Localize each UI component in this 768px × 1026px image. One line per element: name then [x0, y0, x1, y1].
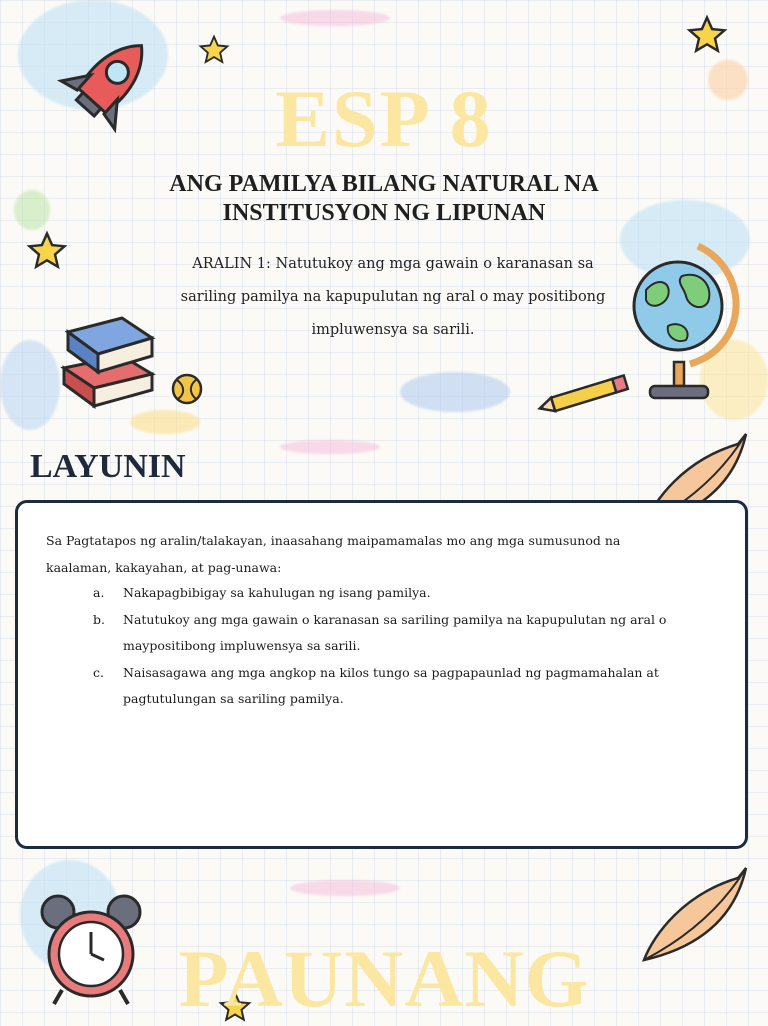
objective-item	[46, 607, 726, 660]
books-icon	[56, 308, 160, 414]
watercolor-splash	[280, 440, 380, 454]
lesson-title-line: ANG PAMILYA BILANG NATURAL NA	[169, 171, 599, 197]
star-icon	[26, 230, 68, 272]
aralin-description: ARALIN 1: Natutukoy ang mga gawain o karanasan sa sariling pamilya na kapupulutan ng aral o may positibong impluwensya sa sarili.	[180, 256, 606, 338]
watercolor-splash	[14, 190, 50, 230]
objectives-intro: Sa Pagtatapos ng aralin/talakayan, inaasahang maipamamalas mo ang mga sumusunod na kaalaman, kakayahan, at pag-unawa:	[46, 533, 621, 575]
watercolor-splash	[290, 880, 400, 896]
objective-text: Nakapagbibigay sa kahulugan ng isang pamilya.	[123, 585, 431, 600]
objective-marker: a.	[93, 585, 105, 600]
objectives-list	[46, 580, 726, 713]
objective-item	[46, 580, 726, 607]
watercolor-splash	[0, 340, 60, 430]
watercolor-splash	[400, 372, 510, 412]
section-divider	[0, 432, 768, 433]
pencil-icon	[536, 374, 632, 418]
tennis-ball-icon	[170, 372, 204, 406]
subject-title: ESP 8	[275, 73, 493, 164]
paunang-heading: PAUNANG	[178, 933, 590, 1024]
layunin-heading: LAYUNIN	[30, 448, 186, 485]
objective-item	[46, 660, 726, 713]
objective-text: Naisasagawa ang mga angkop na kilos tungo sa pagpapaunlad ng pagmamahalan at pagtutulungan sa sariling pamilya.	[123, 664, 659, 706]
globe-icon	[628, 240, 754, 408]
objective-marker: b.	[93, 611, 105, 627]
star-icon	[686, 14, 728, 56]
lesson-title	[100, 170, 668, 228]
star-icon	[198, 34, 230, 66]
objectives-card	[15, 500, 748, 849]
objective-marker: c.	[93, 664, 104, 680]
lesson-title-line: INSTITUSYON NG LIPUNAN	[222, 200, 546, 226]
watercolor-splash	[280, 10, 390, 26]
objective-text: Natutukoy ang mga gawain o karanasan sa sariling pamilya na kapupulutan ng aral o maypositibong impluwensya sa sarili.	[123, 611, 667, 653]
